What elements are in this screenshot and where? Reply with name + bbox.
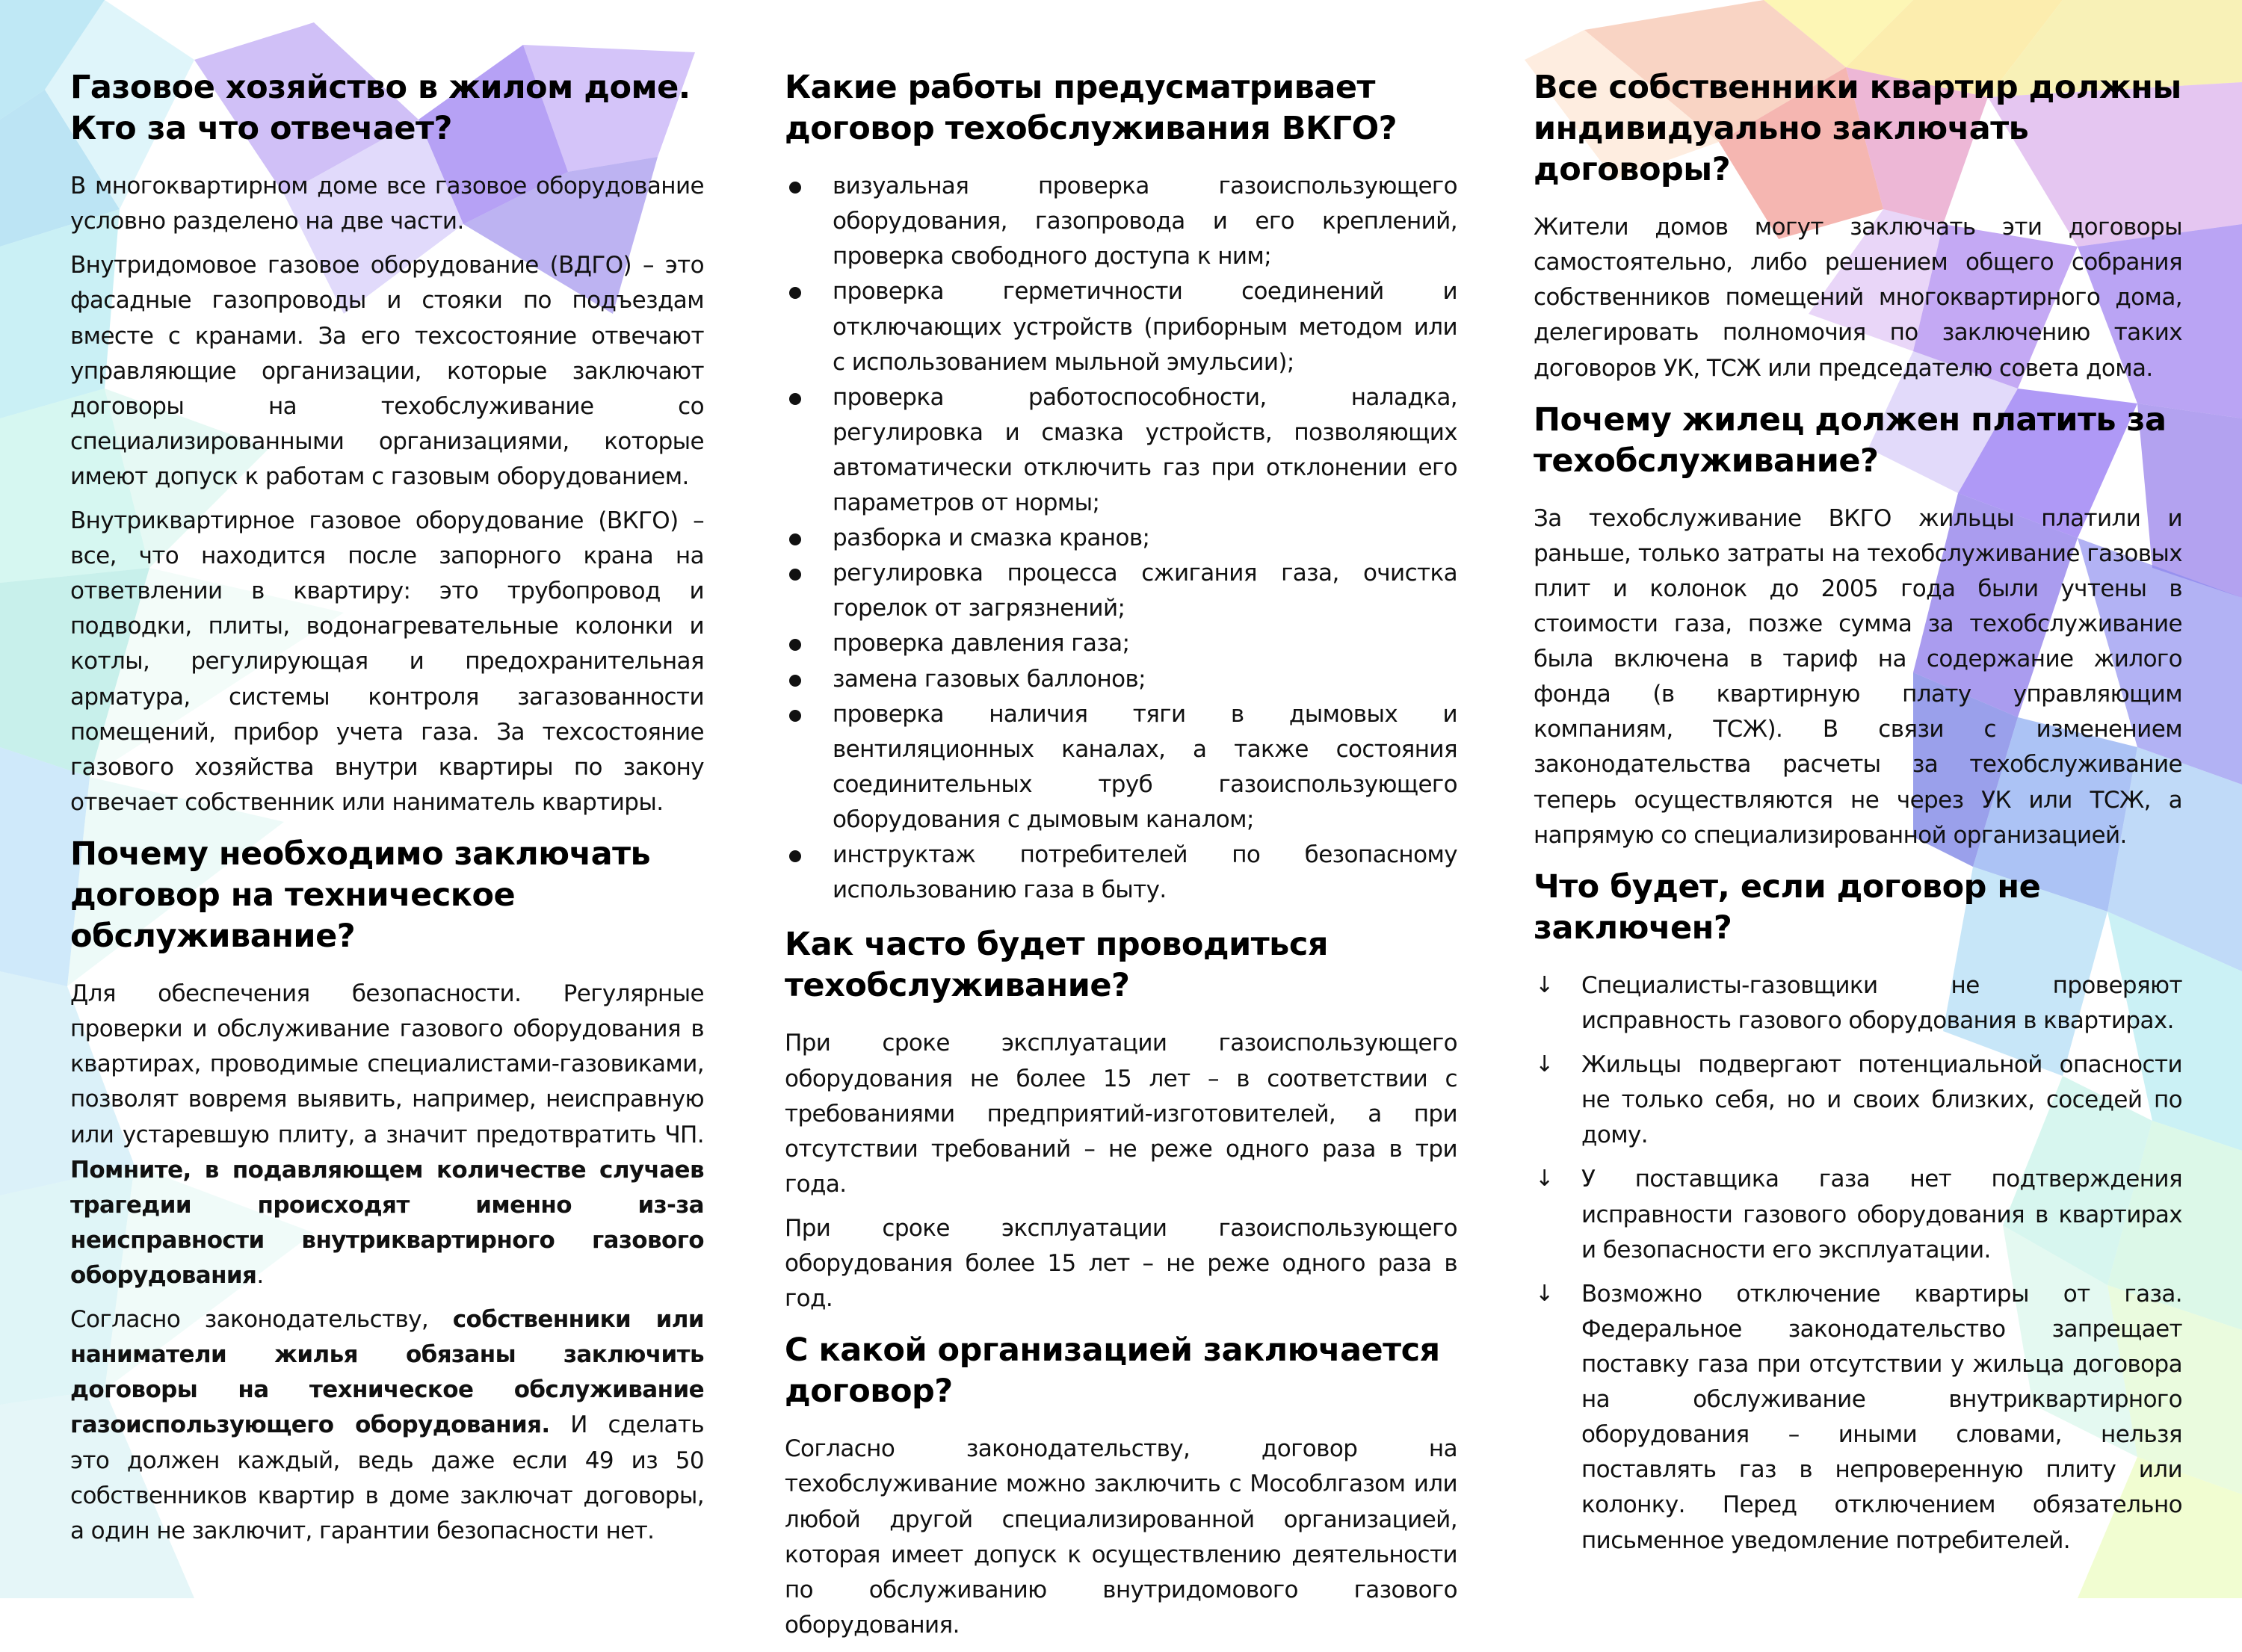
list-item: ↓ Специалисты-газовщики не проверяют исправность газового оборудования в квартирах. bbox=[1534, 968, 2182, 1039]
heading-frequency: Как часто будет проводиться техобслуживание? bbox=[785, 926, 1328, 1005]
list-item: ↓ У поставщика газа нет подтверждения исправности газового оборудования в квартирах и безопасности его эксплуатации. bbox=[1534, 1162, 2182, 1267]
list-item: регулировка процесса сжигания газа, очистка горелок от загрязнений; bbox=[785, 556, 1457, 626]
consequences-list bbox=[1534, 968, 2182, 1559]
safety-emphasis: Помните, в подавляющем количестве случаев трагедии происходят именно из-за неисправности внутриквартирного газового оборудования bbox=[70, 1156, 704, 1289]
arrow-down-icon: ↓ bbox=[1535, 1166, 1554, 1192]
heading-why-pay: Почему жилец должен платить за техобслуживание? bbox=[1534, 400, 2167, 480]
arrow-down-icon: ↓ bbox=[1535, 1051, 1554, 1078]
list-item: ↓ Жильцы подвергают потенциальной опасности не только себя, но и своих близких, соседей по дому. bbox=[1534, 1048, 2182, 1153]
list-item: проверка наличия тяги в дымовых и вентиляционных каналах, а также состояния соединительных труб газоиспользующего оборудования с дымовым каналом; bbox=[785, 697, 1457, 838]
paragraph-payment: За техобслуживание ВКГО жильцы платили и раньше, только затраты на техобслуживание газовых плит и колонок до 2005 года были учтены в стоимости газа, позже сумма за техобслуживание была включена в тариф на содержание жилого фонда (в квартирную плату управляющим компаниям, ТСЖ). В связи с изменением законодательства расчеты за техобслуживание теперь осуществляются не через УК или ТСЖ, а напрямую со специализированной организацией. bbox=[1534, 504, 2182, 849]
paragraph-vdgo: Внутридомовое газовое оборудование (ВДГО) – это фасадные газопроводы и стояки по подъездам вместе с кранами. За его техсостояние отвечают управляющие организации, которые заключают договоры на техобслуживание со специализированными организациями, которые имеют допуск к работам с газовым оборудованием. bbox=[70, 252, 704, 490]
column-middle bbox=[785, 60, 1457, 1652]
works-list bbox=[785, 169, 1457, 908]
list-item: ↓ Возможно отключение квартиры от газа. Федеральное законодательство запрещает поставку газа при отсутствии у жильца договора на обслуживание внутриквартирного оборудования – иными словами, нельзя поставлять газ в непроверенную плиту или колонку. Перед отключением обязательно письменное уведомление потребителей. bbox=[1534, 1277, 2182, 1559]
law-emphasis: собственники или наниматели жилья обязаны заключить договоры на техническое обслуживание газоиспользующего оборудования. bbox=[70, 1306, 705, 1439]
list-item: визуальная проверка газоиспользующего оборудования, газопровода и его креплений, проверка свободного доступа к ним; bbox=[785, 169, 1457, 274]
paragraph-intro: В многоквартирном доме все газовое оборудование условно разделено на две части. bbox=[70, 173, 704, 235]
heading-individual-contracts: Все собственники квартир должны индивидуально заключать договоры? bbox=[1534, 69, 2181, 189]
list-item: инструктаж потребителей по безопасному использованию газа в быту. bbox=[785, 838, 1457, 908]
paragraph-vkgo: Внутриквартирное газовое оборудование (ВКГО) – все, что находится после запорного крана на ответвлении в квартиру: это трубопровод и подводки, плиты, водонагревательные колонки и котлы, регулирующая и предохранительная арматура, системы контроля загазованности помещений, прибор учета газа. За техсостояние газового хозяйства внутри квартиры по закону отвечает собственник или наниматель квартиры. bbox=[70, 507, 704, 816]
column-left bbox=[70, 60, 704, 1558]
paragraph-safety: Для обеспечения безопасности. Регулярные проверки и обслуживание газового оборудования в квартирах, проводимые специалистами-газовиками, позволят вовремя выявить, например, неисправную или устаревшую плиту, а значит предотвратить ЧП. Помните, в подавляющем количестве случаев трагедии происходят именно из-за неисправности внутриквартирного газового оборудования. bbox=[70, 980, 704, 1289]
paragraph-organization: Согласно законодательству, договор на техобслуживание можно заключить с Мособлгазом или любой другой специализированной организацией, которая имеет допуск к осуществлению деятельности по обслуживанию внутридомового газового оборудования. bbox=[785, 1435, 1457, 1639]
paragraph-individual: Жители домов могут заключать эти договоры самостоятельно, либо решением общего собрания собственников помещений многоквартирного дома, делегировать полномочия по заключению таких договоров УК, ТСЖ или председателю совета дома. bbox=[1534, 214, 2182, 382]
heading-no-contract: Что будет, если договор не заключен? bbox=[1534, 867, 2041, 947]
heading-gas-facilities: Газовое хозяйство в жилом доме. Кто за что отвечает? bbox=[70, 69, 691, 148]
heading-organization: С какой организацией заключается договор? bbox=[785, 1331, 1440, 1411]
paragraph-frequency-over-15: При сроке эксплуатации газоиспользующего оборудования более 15 лет – не реже одного раза в год. bbox=[785, 1214, 1457, 1313]
list-item: замена газовых баллонов; bbox=[785, 662, 1457, 697]
arrow-down-icon: ↓ bbox=[1535, 971, 1554, 998]
heading-why-contract: Почему необходимо заключать договор на техническое обслуживание? bbox=[70, 835, 651, 956]
paragraph-frequency-15: При сроке эксплуатации газоиспользующего оборудования не более 15 лет – в соответствии с требованиями предприятий-изготовителей, а при отсутствии требований – не реже одного раза в три года. bbox=[785, 1030, 1457, 1198]
heading-works: Какие работы предусматривает договор техобслуживания ВКГО? bbox=[785, 69, 1398, 148]
paragraph-law: Согласно законодательству, собственники или наниматели жилья обязаны заключить договоры на техническое обслуживание газоиспользующего оборудования. И сделать это должен каждый, ведь даже если 49 из 50 собственников квартир в доме заключат договоры, а один не заключит, гарантии безопасности нет. bbox=[70, 1306, 705, 1544]
list-item: разборка и смазка кранов; bbox=[785, 521, 1457, 556]
list-item: проверка давления газа; bbox=[785, 626, 1457, 661]
column-right bbox=[1534, 60, 2182, 1575]
list-item: проверка работоспособности, наладка, регулировка и смазка устройств, позволяющих автоматически отключить газ при отклонении его параметров от нормы; bbox=[785, 380, 1457, 521]
list-item: проверка герметичности соединений и отключающих устройств (приборным методом или с использованием мыльной эмульсии); bbox=[785, 274, 1457, 380]
arrow-down-icon: ↓ bbox=[1535, 1280, 1554, 1307]
